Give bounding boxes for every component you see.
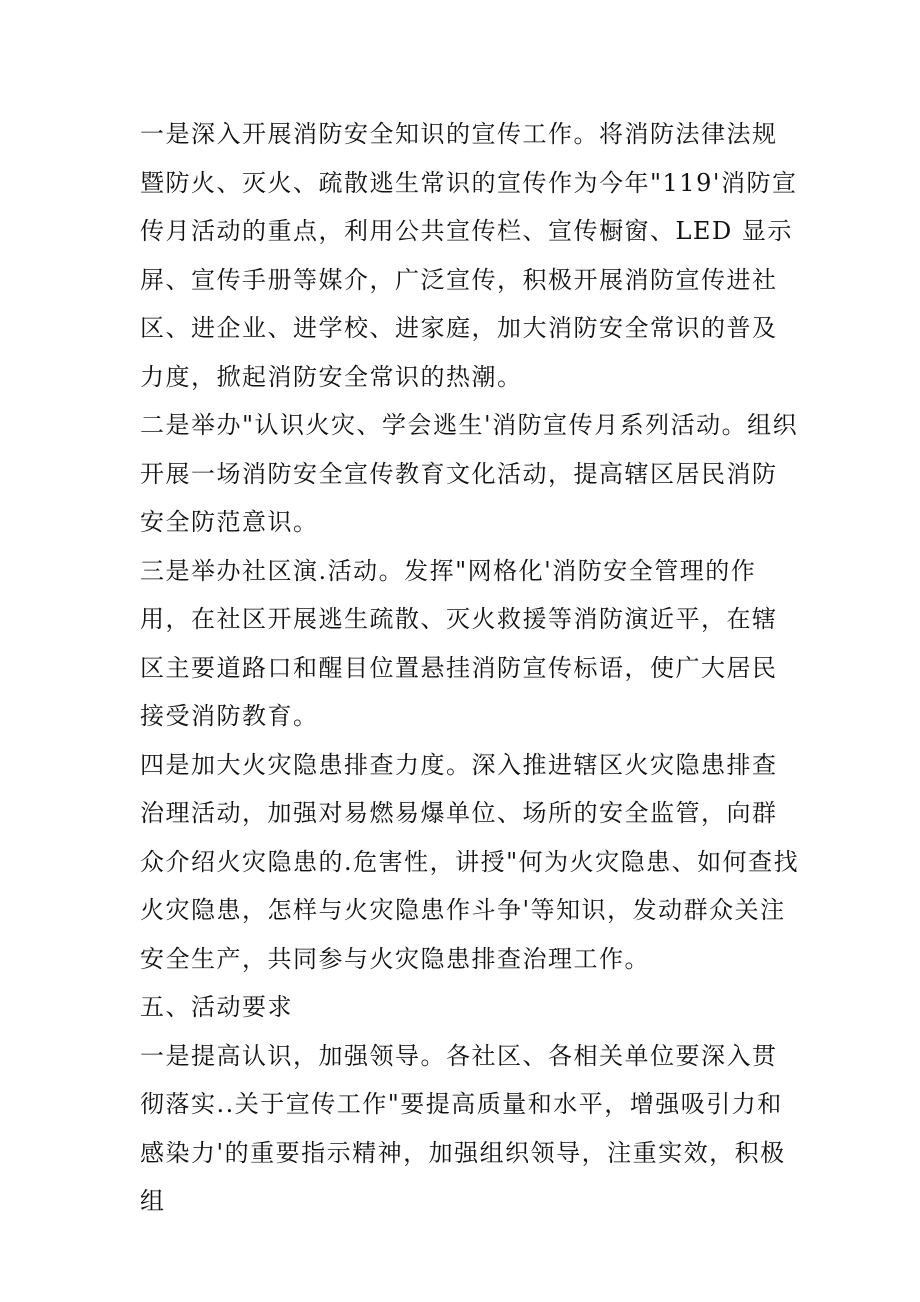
- paragraph-fire-awareness-event: 二是举办"认识火灾、学会逃生'消防宣传月系列活动。组织开展一场消防安全宣传教育文化活动，提高辖区居民消防安全防范意识。: [140, 411, 799, 536]
- paragraph-publicity-work: 一是深入开展消防安全知识的宣传工作。将消防法律法规暨防火、灭火、疏散逃生常识的宣传作为今年"119'消防宣传月活动的重点，利用公共宣传栏、宣传橱窗、LED 显示屏、宣传手册等媒介，广泛宣传，积极开展消防宣传进社区、进企业、进学校、进家庭，加大消防安全常识的普及力度，掀起消防安全常识的热潮。: [140, 120, 798, 391]
- paragraph-leadership: 一是提高认识，加强领导。各社区、各相关单位要深入贯彻落实..关于宣传工作"要提高质量和水平，增强吸引力和感染力'的重要指示精神，加强组织领导，注重实效，积极组: [140, 1041, 786, 1215]
- section-heading-requirements: 五、活动要求: [140, 993, 293, 1021]
- paragraph-hazard-inspection: 四是加大火灾隐患排查力度。深入推进辖区火灾隐患排查治理活动，加强对易燃易爆单位、场所的安全监管，向群众介绍火灾隐患的.危害性，讲授"何为火灾隐患、如何查找火灾隐患，怎样与火灾隐患作斗争'等知识，发动群众关注安全生产，共同参与火灾隐患排查治理工作。: [140, 750, 800, 973]
- paragraph-community-drill: 三是举办社区演.活动。发挥"网格化'消防安全管理的作用，在社区开展逃生疏散、灭火救援等消防演近平，在辖区主要道路口和醒目位置悬挂消防宣传标语，使广大居民接受消防教育。: [140, 556, 778, 730]
- document-body: [140, 110, 800, 1226]
